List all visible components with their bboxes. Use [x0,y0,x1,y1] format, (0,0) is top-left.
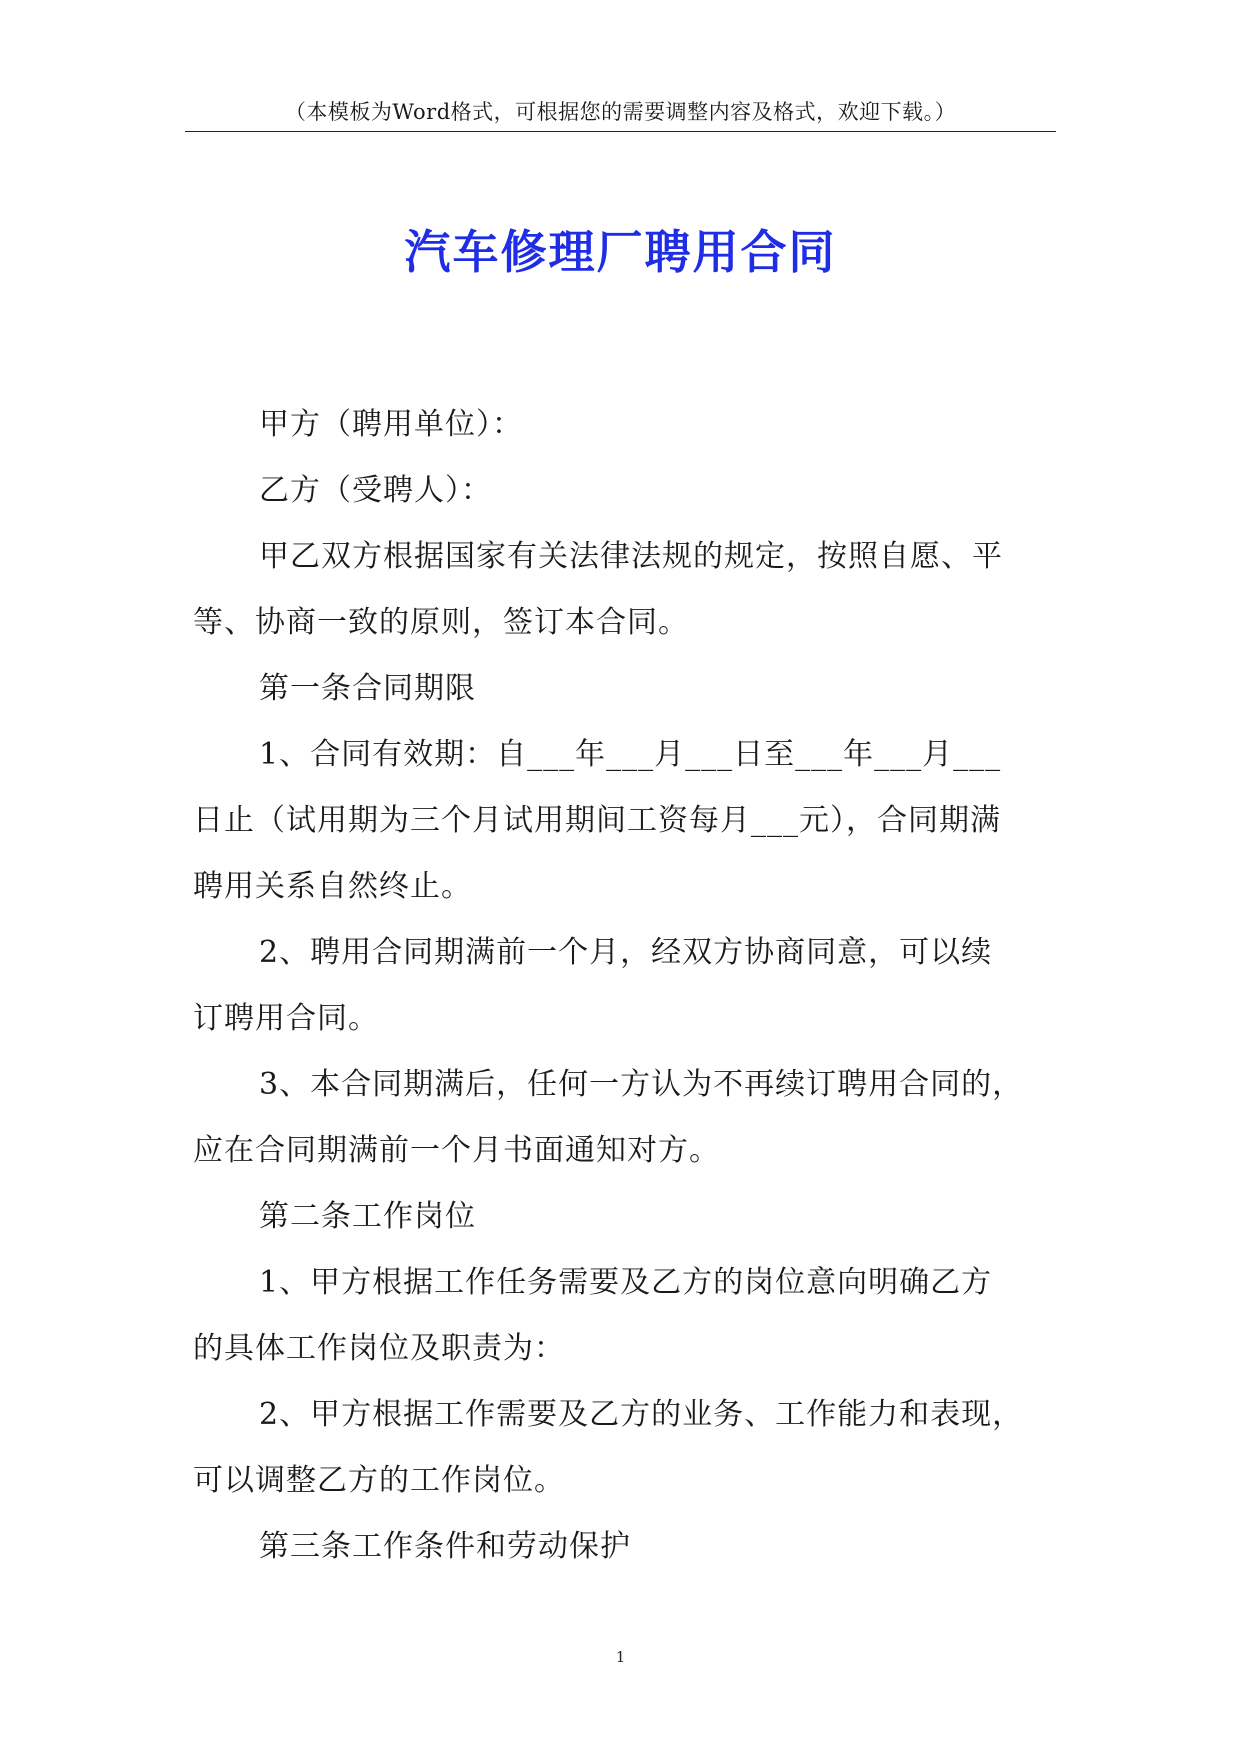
article-1-item-3-line: 应在合同期满前一个月书面通知对方。 [193,1133,720,1168]
header-divider [185,131,1056,132]
article-1-item-1-line: 1、合同有效期：自___年___月___日至___年___月___ [259,737,1002,772]
document-body [193,392,1063,1580]
article-1-item-1-line: 日止（试用期为三个月试用期间工资每月___元），合同期满 [193,803,1001,838]
article-2-item-1-line: 的具体工作岗位及职责为： [193,1331,565,1366]
page-number: 1 [615,1648,626,1666]
intro-paragraph-line: 等、协商一致的原则，签订本合同。 [193,605,689,640]
party-a-line: 甲方（聘用单位）： [259,407,523,442]
article-1-item-2-line: 订聘用合同。 [193,1001,379,1036]
article-1-item-1-line: 聘用关系自然终止。 [193,869,472,904]
article-2-item-1-line: 1、甲方根据工作任务需要及乙方的岗位意向明确乙方 [259,1265,993,1300]
article-1-item-2-line: 2、聘用合同期满前一个月，经双方协商同意，可以续 [259,935,993,970]
article-3-heading: 第三条工作条件和劳动保护 [259,1529,631,1564]
article-2-heading: 第二条工作岗位 [259,1199,476,1234]
intro-paragraph-line: 甲乙双方根据国家有关法律法规的规定，按照自愿、平 [259,539,1003,574]
party-b-line: 乙方（受聘人）： [259,473,492,508]
article-2-item-2-line: 可以调整乙方的工作岗位。 [193,1463,565,1498]
article-1-item-3-line: 3、本合同期满后，任何一方认为不再续订聘用合同的， [259,1067,1024,1102]
article-2-item-2-line: 2、甲方根据工作需要及乙方的业务、工作能力和表现， [259,1397,1024,1432]
document-title: 汽车修理厂聘用合同 [404,225,837,279]
article-1-heading: 第一条合同期限 [259,671,476,706]
page-header-note: （本模板为Word格式，可根据您的需要调整内容及格式，欢迎下载。） [284,100,957,124]
